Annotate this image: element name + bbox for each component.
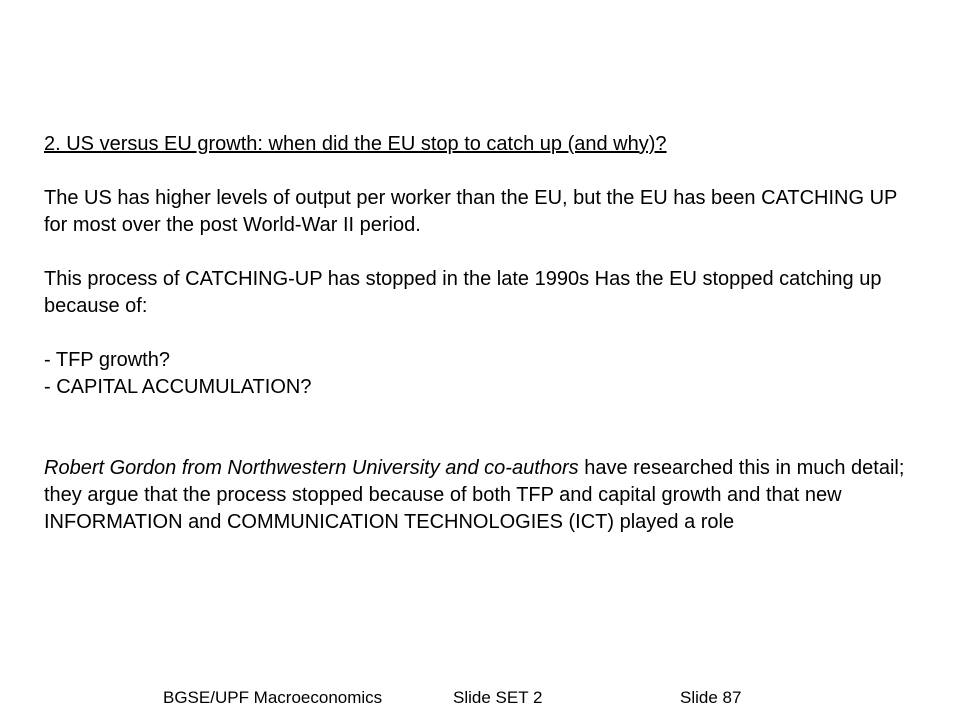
bullet-list	[44, 347, 924, 401]
slide-body	[44, 131, 924, 536]
slide-footer	[0, 686, 960, 710]
paragraph-stopped: This process of CATCHING-UP has stopped in the late 1990s Has the EU stopped catching up because of:	[44, 268, 882, 317]
paragraph-catching-up: The US has higher levels of output per worker than the EU, but the EU has been CATCHING UP for most over the post World-War II period.	[44, 187, 898, 236]
footer-slide-number: Slide 87	[680, 688, 742, 707]
bullet-item-tfp: - TFP growth?	[44, 349, 170, 371]
paragraph-gordon	[44, 455, 924, 536]
bullet-item-capital: - CAPITAL ACCUMULATION?	[44, 376, 312, 398]
slide-heading: 2. US versus EU growth: when did the EU stop to catch up (and why)?	[44, 133, 667, 155]
footer-course: BGSE/UPF Macroeconomics	[163, 688, 383, 707]
gordon-text: have researched this in much detail; they argue that the process stopped because of both TFP and capital growth and that new INFORMATION and COMMUNICATION TECHNOLOGIES (ICT) played a role	[44, 457, 905, 533]
gordon-attribution: Robert Gordon from Northwestern University and co-authors	[44, 457, 579, 479]
footer-slide-set: Slide SET 2	[453, 688, 543, 707]
